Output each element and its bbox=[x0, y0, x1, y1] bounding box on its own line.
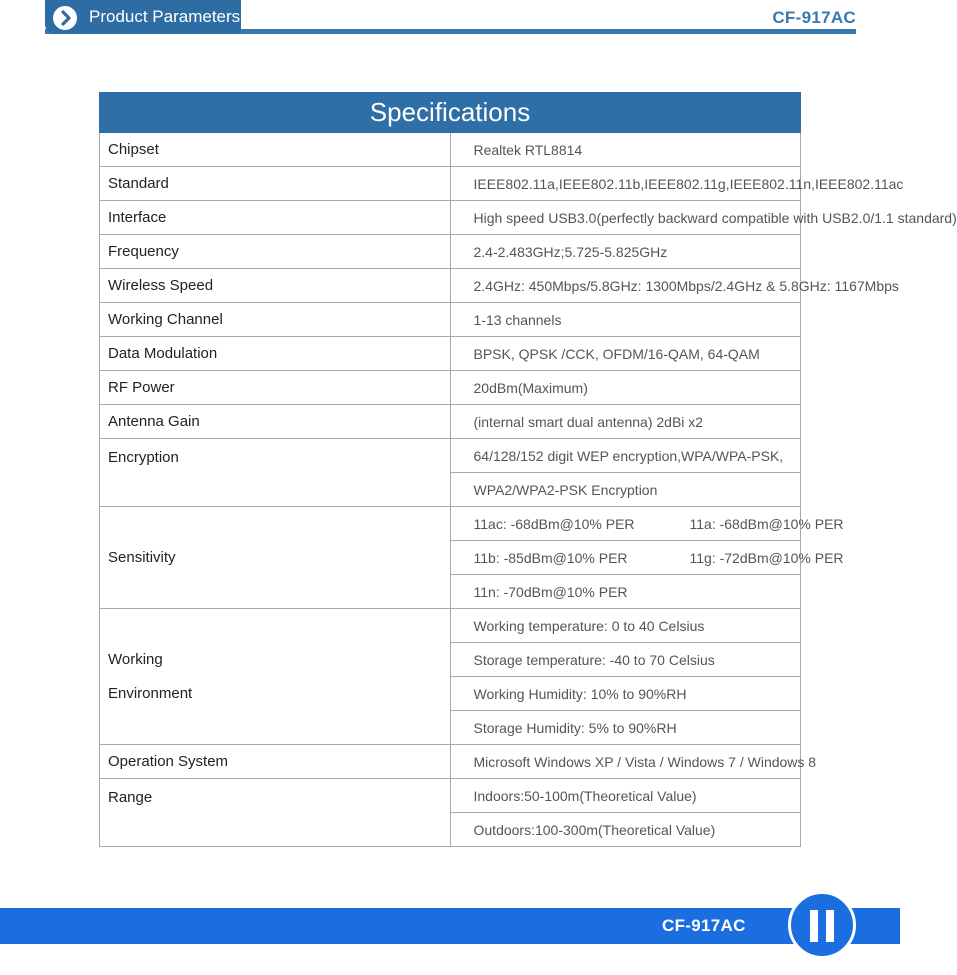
row-value: (internal smart dual antenna) 2dBi x2 bbox=[450, 405, 801, 439]
specifications-table bbox=[99, 92, 957, 847]
row-value: 2.4GHz: 450Mbps/5.8GHz: 1300Mbps/2.4GHz & 5.8GHz: 1167Mbps bbox=[450, 269, 801, 303]
sensitivity-label: Sensitivity bbox=[100, 507, 451, 609]
table-row bbox=[100, 779, 801, 813]
footer-model: CF-917AC bbox=[662, 916, 746, 935]
environment-label bbox=[100, 609, 451, 745]
range-value: Indoors:50-100m(Theoretical Value) bbox=[450, 779, 801, 813]
sensitivity-g: 11g: -72dBm@10% PER bbox=[689, 549, 844, 566]
range-label: Range bbox=[100, 779, 451, 847]
table-row bbox=[100, 269, 801, 303]
environment-value: Working Humidity: 10% to 90%RH bbox=[450, 677, 801, 711]
footer-bar bbox=[0, 908, 900, 944]
encryption-label: Encryption bbox=[100, 439, 451, 507]
sensitivity-a: 11a: -68dBm@10% PER bbox=[689, 515, 844, 532]
row-label: Chipset bbox=[100, 133, 451, 167]
row-value: 2.4-2.483GHz;5.725-5.825GHz bbox=[450, 235, 801, 269]
header-title: Product Parameters bbox=[89, 7, 241, 26]
row-value: BPSK, QPSK /CCK, OFDM/16-QAM, 64-QAM bbox=[450, 337, 801, 371]
table-row bbox=[100, 439, 801, 473]
row-label: Frequency bbox=[100, 235, 451, 269]
environment-value: Working temperature: 0 to 40 Celsius bbox=[450, 609, 801, 643]
badge-bar-left bbox=[810, 910, 818, 942]
sensitivity-n: 11n: -70dBm@10% PER bbox=[450, 575, 801, 609]
play-circle-icon bbox=[53, 6, 77, 30]
table-row bbox=[100, 745, 801, 779]
table-row bbox=[100, 371, 801, 405]
table-row bbox=[100, 201, 801, 235]
row-label: Antenna Gain bbox=[100, 405, 451, 439]
row-label: RF Power bbox=[100, 371, 451, 405]
table-row bbox=[100, 303, 801, 337]
badge-bar-right bbox=[826, 910, 834, 942]
row-label: Wireless Speed bbox=[100, 269, 451, 303]
row-label: Interface bbox=[100, 201, 451, 235]
sensitivity-ac: 11ac: -68dBm@10% PER bbox=[473, 515, 635, 532]
table-row bbox=[100, 167, 801, 201]
row-value: 20dBm(Maximum) bbox=[450, 371, 801, 405]
row-value: Realtek RTL8814 bbox=[450, 133, 801, 167]
table-row bbox=[100, 405, 801, 439]
row-label: Working Channel bbox=[100, 303, 451, 337]
table-row bbox=[100, 337, 801, 371]
table-row bbox=[100, 609, 801, 643]
table-caption: Specifications bbox=[100, 93, 801, 133]
row-value: 1-13 channels bbox=[450, 303, 801, 337]
range-value: Outdoors:100-300m(Theoretical Value) bbox=[450, 813, 801, 847]
row-value: High speed USB3.0(perfectly backward compatible with USB2.0/1.1 standard) bbox=[450, 201, 801, 235]
table-row bbox=[100, 133, 801, 167]
table-row bbox=[100, 507, 801, 541]
row-label: Standard bbox=[100, 167, 451, 201]
sensitivity-value bbox=[450, 507, 844, 541]
environment-value: Storage Humidity: 5% to 90%RH bbox=[450, 711, 801, 745]
sensitivity-value bbox=[450, 541, 844, 575]
sensitivity-b: 11b: -85dBm@10% PER bbox=[473, 549, 628, 566]
row-label: Data Modulation bbox=[100, 337, 451, 371]
environment-label-line1: Working bbox=[108, 650, 163, 668]
encryption-value: 64/128/152 digit WEP encryption,WPA/WPA-PSK, bbox=[450, 439, 801, 473]
row-value: IEEE802.11a,IEEE802.11b,IEEE802.11g,IEEE802.11n,IEEE802.11ac bbox=[450, 167, 801, 201]
pause-badge-icon bbox=[788, 891, 856, 959]
environment-label-line2: Environment bbox=[108, 684, 193, 702]
environment-value: Storage temperature: -40 to 70 Celsius bbox=[450, 643, 801, 677]
encryption-value: WPA2/WPA2-PSK Encryption bbox=[450, 473, 801, 507]
table-row bbox=[100, 235, 801, 269]
header-model: CF-917AC bbox=[772, 8, 856, 27]
os-value: Microsoft Windows XP / Vista / Windows 7 / Windows 8 bbox=[450, 745, 801, 779]
os-label: Operation System bbox=[100, 745, 451, 779]
